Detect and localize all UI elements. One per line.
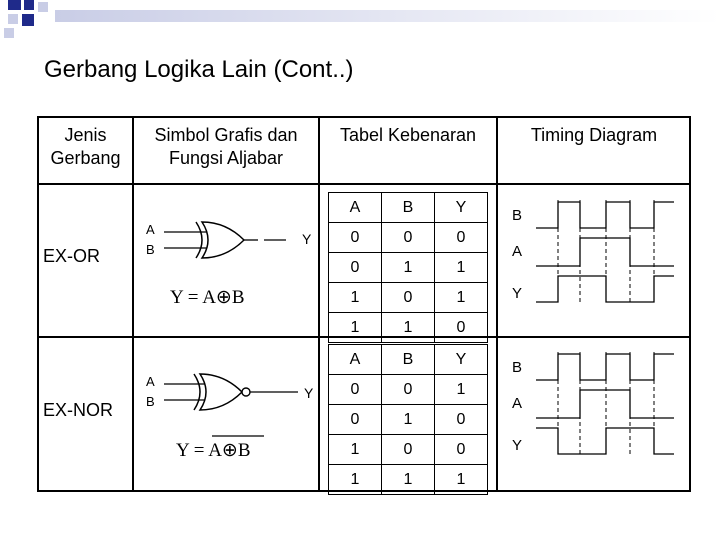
table-cell: 1 [435,283,488,313]
svg-text:Y = A⊕B: Y = A⊕B [170,287,245,308]
header-jenis-gerbang: Jenis Gerbang [50,125,121,168]
divider [132,116,134,492]
table-cell: 0 [329,253,382,283]
table-row [329,435,488,465]
table-cell: Y [435,193,488,223]
table-cell: 0 [435,405,488,435]
table-cell: B [382,345,435,375]
table-cell: 0 [435,223,488,253]
table-cell: A [329,345,382,375]
svg-text:Y: Y [512,285,523,302]
header-timing-diagram: Timing Diagram [530,125,658,145]
table-cell: 0 [435,435,488,465]
table-cell: 1 [382,253,435,283]
table-header-row [329,193,488,223]
table-cell: 1 [382,405,435,435]
table-cell: 0 [329,223,382,253]
table-cell: A [329,193,382,223]
table-row [329,375,488,405]
svg-text:B: B [146,242,155,257]
svg-text:Y = A⊕B: Y = A⊕B [176,440,251,461]
svg-text:A: A [512,395,523,412]
divider [496,116,498,492]
table-header-row [329,345,488,375]
exor-truth-table [328,192,488,343]
svg-text:A: A [146,374,155,389]
svg-text:Y: Y [512,437,523,454]
table-cell: 0 [382,375,435,405]
table-row [329,405,488,435]
exor-timing-diagram [506,192,688,308]
header-tabel-kebenaran: Tabel Kebenaran [339,125,477,145]
table-cell: B [382,193,435,223]
exnor-truth-table [328,344,488,495]
divider [318,116,320,492]
table-cell: 1 [329,465,382,495]
svg-text:A: A [146,222,155,237]
table-row [329,313,488,343]
divider [37,183,691,185]
table-cell: 1 [435,465,488,495]
exor-gate-symbol [140,212,316,328]
table-row [329,253,488,283]
exnor-timing-diagram [506,344,688,460]
header-simbol-grafis: Simbol Grafis dan Fungsi Aljabar [154,125,298,168]
page-title: Gerbang Logika Lain (Cont..) [44,56,354,83]
table-cell: 1 [329,313,382,343]
table-cell: 0 [382,223,435,253]
svg-text:A: A [512,243,523,260]
svg-text:B: B [512,207,523,224]
table-cell: 1 [382,465,435,495]
table-cell: 0 [329,405,382,435]
table-cell: 0 [329,375,382,405]
table-row [329,283,488,313]
table-cell: 1 [435,375,488,405]
table-cell: 1 [329,435,382,465]
svg-text:B: B [512,359,523,376]
table-cell: 1 [435,253,488,283]
table-cell: 0 [382,283,435,313]
table-cell: 1 [382,313,435,343]
svg-text:B: B [146,394,155,409]
svg-text:Y: Y [304,385,314,401]
exnor-gate-symbol [140,366,316,482]
table-cell: 1 [329,283,382,313]
decorative-header-graphic [0,0,720,45]
table-cell: 0 [435,313,488,343]
table-row [329,465,488,495]
table-row [329,223,488,253]
table-cell: Y [435,345,488,375]
table-cell: 0 [382,435,435,465]
gate-name-exor: EX-OR [43,246,101,266]
svg-text:Y: Y [302,231,312,247]
gate-name-exnor: EX-NOR [43,400,114,420]
